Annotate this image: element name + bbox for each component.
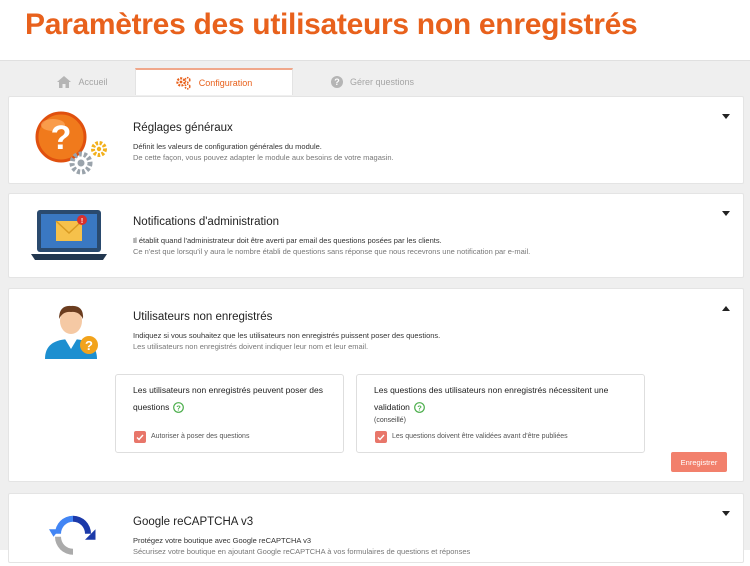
allow-questions-checkbox[interactable] [134,431,146,443]
question-gears-icon [31,105,111,175]
option-require-validation [356,374,645,453]
help-icon[interactable] [173,402,184,413]
caret-up-icon [722,306,730,311]
checkmark-icon [377,434,385,441]
laptop-mail-icon [31,206,111,276]
panel-subdescription: Ce n'est que lorsqu'il y aura le nombre établi de questions sans réponse que nous recevrons une notification par e-mail. [133,247,531,256]
option-allow-guest-questions [115,374,344,453]
option-question: Les utilisateurs non enregistrés peuvent poser des questions ? [133,385,323,413]
svg-text:?: ? [334,76,340,87]
panel-general-settings [8,96,744,184]
panel-title: Utilisateurs non enregistrés [133,311,273,323]
user-question-icon [37,297,117,367]
save-button[interactable]: Enregistrer [671,452,727,472]
expand-toggle[interactable] [721,208,731,218]
checkmark-icon [136,434,144,441]
question-circle-icon [331,76,343,88]
option-question: Les questions des utilisateurs non enregistrés nécessitent une validation ? (conseillé) [374,385,609,424]
tab-configuration[interactable] [135,68,293,95]
svg-text:?: ? [50,119,72,157]
page-title: Paramètres des utilisateurs non enregistrés [25,8,638,41]
tab-accueil[interactable] [30,68,135,95]
help-icon[interactable] [414,402,425,413]
panel-description: Protégez votre boutique avec Google reCAPTCHA v3 [133,536,312,545]
gears-icon [176,76,192,90]
panel-guest-users [8,288,744,482]
panel-title: Notifications d'administration [133,216,280,228]
tab-label: Gérer questions [349,76,415,87]
module-frame [0,60,750,556]
caret-down-icon [722,114,730,119]
home-icon [57,76,71,88]
recaptcha-icon [43,506,103,566]
tab-label: Accueil [78,76,108,87]
expand-toggle[interactable] [721,508,731,518]
panel-subdescription: Les utilisateurs non enregistrés doivent indiquer leur nom et leur email. [133,342,369,351]
svg-text:!: ! [80,218,84,225]
require-validation-checkbox[interactable] [375,431,387,443]
recommended-note: (conseillé) [374,417,406,424]
panel-title: Réglages généraux [133,122,233,134]
caret-down-icon [722,211,730,216]
tab-label: Configuration [198,77,253,88]
panel-admin-notifications [8,193,744,278]
panel-description: Définit les valeurs de configuration générales du module. [133,142,322,151]
checkbox-label: Autoriser à poser des questions [151,433,250,440]
svg-text:?: ? [417,403,422,413]
panel-description: Il établit quand l'administrateur doit être averti par email des questions posées par les clients. [133,236,442,245]
caret-down-icon [722,511,730,516]
collapse-toggle[interactable] [721,303,731,313]
svg-text:?: ? [85,338,93,353]
panel-title: Google reCAPTCHA v3 [133,516,254,528]
tab-bar [0,61,750,94]
expand-toggle[interactable] [721,111,731,121]
panel-recaptcha [8,493,744,563]
panel-description: Indiquez si vous souhaitez que les utilisateurs non enregistrés puissent poser des questions. [133,331,441,340]
tab-gerer-questions[interactable] [300,68,445,95]
svg-text:?: ? [176,403,182,413]
checkbox-label: Les questions doivent être validées avant d'être publiées [392,433,568,440]
panel-subdescription: De cette façon, vous pouvez adapter le module aux besoins de votre magasin. [133,153,394,162]
panel-subdescription: Sécurisez votre boutique en ajoutant Google reCAPTCHA à vos formulaires de questions et réponses [133,547,471,556]
